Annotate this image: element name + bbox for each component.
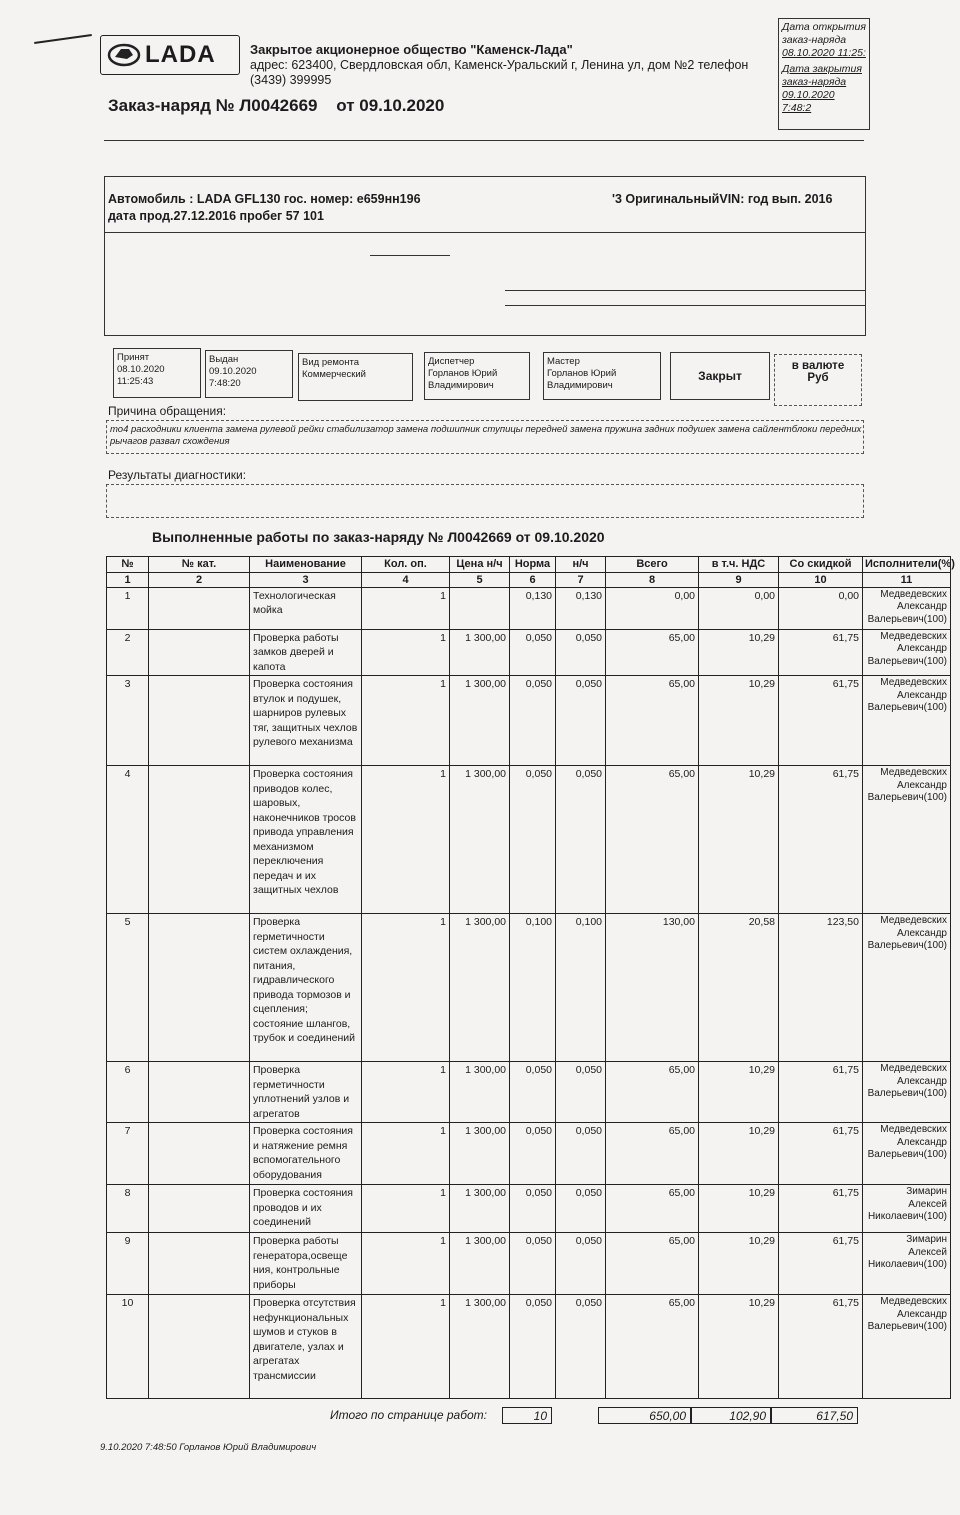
cell-qty: 1 — [362, 629, 450, 676]
cell-name: Проверка состояния втулок и подушек, шарниров рулевых тяг, защитных чехлов рулевого механизма — [250, 676, 362, 766]
received-box — [113, 348, 201, 398]
cell-disc: 61,75 — [779, 1233, 863, 1295]
cell-price: 1 300,00 — [450, 629, 510, 676]
totals-label: Итого по странице работ: — [330, 1408, 487, 1422]
cell-disc: 61,75 — [779, 629, 863, 676]
col-header-8: Всего — [606, 557, 699, 573]
divider-line — [370, 255, 450, 256]
cell-name: Проверка состояния и натяжение ремня вспомогательного оборудования — [250, 1123, 362, 1185]
cell-price: 1 300,00 — [450, 1062, 510, 1123]
reason-text: то4 расходники клиента замена рулевой рейки стабилизатор замена подшипник ступицы передней замена пружина задних подушек замена сайлентблоки передних рычагов развал схождения — [110, 424, 862, 447]
cell-name: Проверка работы генератора,освеще ния, контрольные приборы — [250, 1233, 362, 1295]
col-number-6: 6 — [510, 572, 556, 587]
cell-exec: Медведевских Александр Валерьевич(100) — [863, 1123, 951, 1185]
car-model: Автомобиль : LADA GFL130 гос. номер: е659нн196 — [108, 192, 421, 206]
pen-mark — [34, 34, 92, 44]
cell-name: Проверка состояния проводов и их соединений — [250, 1185, 362, 1233]
cell-qty: 1 — [362, 676, 450, 766]
cell-name: Проверка герметичности уплотнений узлов и агрегатов — [250, 1062, 362, 1123]
master-label: Мастер — [547, 356, 580, 367]
cell-disc: 0,00 — [779, 587, 863, 629]
cell-exec: Медведевских Александр Валерьевич(100) — [863, 1295, 951, 1399]
issued-box — [205, 350, 293, 398]
close-date-label: Дата закрытия заказ-наряда — [782, 63, 862, 88]
cell-name: Проверка работы замков дверей и капота — [250, 629, 362, 676]
col-number-5: 5 — [450, 572, 510, 587]
dispatcher-box — [424, 352, 530, 400]
received-value: 08.10.2020 11:25:43 — [117, 364, 165, 387]
cell-cat — [149, 1233, 250, 1295]
received-label: Принят — [117, 352, 150, 363]
table-header-row — [107, 557, 951, 573]
col-header-7: н/ч — [556, 557, 606, 573]
cell-disc: 123,50 — [779, 914, 863, 1062]
cell-vat: 20,58 — [699, 914, 779, 1062]
lada-boat-icon — [107, 43, 141, 67]
dates-box — [778, 18, 870, 130]
cell-n: 1 — [107, 587, 149, 629]
cell-total: 0,00 — [606, 587, 699, 629]
cell-name: Проверка отсутствия нефункциональных шумов и стуков в двигателе, узлах и агрегатах трансмиссии — [250, 1295, 362, 1399]
lada-logo — [100, 35, 240, 75]
cell-price: 1 300,00 — [450, 1295, 510, 1399]
repair-type-box — [298, 353, 413, 401]
col-number-7: 7 — [556, 572, 606, 587]
cell-cat — [149, 676, 250, 766]
cell-vat: 10,29 — [699, 1123, 779, 1185]
repair-type-value: Коммерческий — [302, 369, 366, 380]
cell-exec: Медведевских Александр Валерьевич(100) — [863, 587, 951, 629]
cell-price: 1 300,00 — [450, 1233, 510, 1295]
cell-price: 1 300,00 — [450, 676, 510, 766]
cell-name: Технологическая мойка — [250, 587, 362, 629]
col-number-10: 10 — [779, 572, 863, 587]
cell-total: 65,00 — [606, 1185, 699, 1233]
car-sale-mileage: дата прод.27.12.2016 пробег 57 101 — [108, 209, 324, 223]
cell-exec: Зимарин Алексей Николаевич(100) — [863, 1185, 951, 1233]
company-name: Закрытое акционерное общество "Каменск-Лада" — [250, 42, 573, 57]
divider-line — [104, 140, 864, 141]
cell-nh: 0,050 — [556, 1123, 606, 1185]
currency-label: в валюте — [791, 360, 845, 372]
cell-qty: 1 — [362, 1295, 450, 1399]
cell-qty: 1 — [362, 1062, 450, 1123]
currency-box — [774, 354, 862, 406]
cell-exec: Медведевских Александр Валерьевич(100) — [863, 676, 951, 766]
cell-n: 8 — [107, 1185, 149, 1233]
cell-price: 1 300,00 — [450, 766, 510, 914]
cell-price: 1 300,00 — [450, 1123, 510, 1185]
cell-cat — [149, 587, 250, 629]
diagnostics-box — [106, 484, 864, 518]
cell-qty: 1 — [362, 766, 450, 914]
table-row — [107, 676, 951, 766]
col-header-10: Со скидкой — [779, 557, 863, 573]
cell-norm: 0,050 — [510, 1062, 556, 1123]
col-number-3: 3 — [250, 572, 362, 587]
cell-total: 65,00 — [606, 766, 699, 914]
table-row — [107, 1123, 951, 1185]
footer-signature: 9.10.2020 7:48:50 Горланов Юрий Владимирович — [100, 1442, 317, 1453]
col-header-9: в т.ч. НДС — [699, 557, 779, 573]
cell-total: 65,00 — [606, 676, 699, 766]
cell-disc: 61,75 — [779, 676, 863, 766]
cell-nh: 0,100 — [556, 914, 606, 1062]
cell-price: 1 300,00 — [450, 1185, 510, 1233]
col-number-8: 8 — [606, 572, 699, 587]
master-box — [543, 352, 661, 400]
totals-vat: 102,90 — [691, 1407, 771, 1424]
cell-cat — [149, 629, 250, 676]
reason-label: Причина обращения: — [108, 404, 227, 418]
cell-exec: Зимарин Алексей Николаевич(100) — [863, 1233, 951, 1295]
diagnostics-label: Результаты диагностики: — [108, 468, 247, 482]
cell-vat: 10,29 — [699, 1233, 779, 1295]
cell-norm: 0,050 — [510, 676, 556, 766]
cell-exec: Медведевских Александр Валерьевич(100) — [863, 766, 951, 914]
col-header-1: № — [107, 557, 149, 573]
cell-n: 4 — [107, 766, 149, 914]
works-table — [106, 556, 955, 1399]
cell-n: 10 — [107, 1295, 149, 1399]
cell-qty: 1 — [362, 1185, 450, 1233]
col-header-11: Исполнители(%) — [863, 557, 951, 573]
cell-nh: 0,050 — [556, 629, 606, 676]
cell-qty: 1 — [362, 587, 450, 629]
table-row — [107, 766, 951, 914]
close-date-value: 09.10.2020 7:48:2 — [782, 89, 835, 114]
cell-cat — [149, 1062, 250, 1123]
divider-line — [104, 232, 866, 233]
cell-norm: 0,100 — [510, 914, 556, 1062]
cell-total: 65,00 — [606, 1295, 699, 1399]
col-header-6: Норма — [510, 557, 556, 573]
cell-total: 130,00 — [606, 914, 699, 1062]
cell-qty: 1 — [362, 1123, 450, 1185]
cell-vat: 10,29 — [699, 766, 779, 914]
cell-vat: 10,29 — [699, 1062, 779, 1123]
col-header-4: Кол. оп. — [362, 557, 450, 573]
issued-label: Выдан — [209, 354, 239, 365]
cell-price: 1 300,00 — [450, 914, 510, 1062]
cell-cat — [149, 766, 250, 914]
table-row — [107, 629, 951, 676]
cell-n: 6 — [107, 1062, 149, 1123]
car-vin-year: '3 ОригинальныйVIN: год вып. 2016 — [612, 192, 833, 206]
dispatcher-value: Горланов Юрий Владимирович — [428, 368, 498, 391]
divider-line — [505, 305, 865, 306]
cell-n: 5 — [107, 914, 149, 1062]
issued-value: 09.10.2020 7:48:20 — [209, 366, 257, 389]
cell-nh: 0,050 — [556, 1062, 606, 1123]
cell-price — [450, 587, 510, 629]
totals-total: 650,00 — [598, 1407, 691, 1424]
totals-nh: 10 — [502, 1407, 552, 1424]
cell-norm: 0,050 — [510, 766, 556, 914]
cell-vat: 10,29 — [699, 629, 779, 676]
cell-nh: 0,050 — [556, 766, 606, 914]
cell-norm: 0,050 — [510, 629, 556, 676]
cell-total: 65,00 — [606, 1233, 699, 1295]
cell-cat — [149, 1185, 250, 1233]
table-row — [107, 914, 951, 1062]
table-row — [107, 1185, 951, 1233]
cell-cat — [149, 1123, 250, 1185]
cell-norm: 0,130 — [510, 587, 556, 629]
open-date-value: 08.10.2020 11:25: — [782, 47, 866, 59]
repair-type-label: Вид ремонта — [302, 357, 359, 368]
cell-total: 65,00 — [606, 1062, 699, 1123]
cell-nh: 0,050 — [556, 1185, 606, 1233]
master-value: Горланов Юрий Владимирович — [547, 368, 617, 391]
cell-norm: 0,050 — [510, 1123, 556, 1185]
cell-disc: 61,75 — [779, 1185, 863, 1233]
col-number-2: 2 — [149, 572, 250, 587]
cell-exec: Медведевских Александр Валерьевич(100) — [863, 1062, 951, 1123]
company-address: адрес: 623400, Свердловская обл, Каменск-Уральский г, Ленина ул, дом №2 телефон (3439) 399995 — [250, 58, 749, 87]
cell-cat — [149, 1295, 250, 1399]
open-date-label: Дата открытия заказ-наряда — [782, 21, 866, 46]
cell-nh: 0,050 — [556, 1295, 606, 1399]
cell-exec: Медведевских Александр Валерьевич(100) — [863, 629, 951, 676]
col-number-1: 1 — [107, 572, 149, 587]
cell-name: Проверка состояния приводов колес, шаровых, наконечников тросов привода управления механизмом переключения передач и их защитных чехлов — [250, 766, 362, 914]
cell-nh: 0,050 — [556, 676, 606, 766]
cell-vat: 0,00 — [699, 587, 779, 629]
currency-value: Руб — [807, 372, 829, 384]
cell-cat — [149, 914, 250, 1062]
cell-vat: 10,29 — [699, 1185, 779, 1233]
cell-name: Проверка герметичности систем охлаждения, питания, гидравлического привода тормозов и сцепления; состояние шлангов, трубок и соединений — [250, 914, 362, 1062]
cell-qty: 1 — [362, 914, 450, 1062]
cell-disc: 61,75 — [779, 766, 863, 914]
table-row — [107, 1062, 951, 1123]
cell-disc: 61,75 — [779, 1295, 863, 1399]
cell-norm: 0,050 — [510, 1233, 556, 1295]
table-row — [107, 1295, 951, 1399]
logo-text: LADA — [145, 41, 216, 68]
cell-n: 7 — [107, 1123, 149, 1185]
col-header-3: Наименование — [250, 557, 362, 573]
cell-n: 9 — [107, 1233, 149, 1295]
cell-disc: 61,75 — [779, 1123, 863, 1185]
order-number: Заказ-наряд № Л0042669 — [108, 96, 318, 115]
cell-nh: 0,130 — [556, 587, 606, 629]
order-title — [108, 96, 444, 116]
cell-nh: 0,050 — [556, 1233, 606, 1295]
col-header-5: Цена н/ч — [450, 557, 510, 573]
works-title: Выполненные работы по заказ-наряду № Л0042669 от 09.10.2020 — [152, 529, 605, 545]
cell-vat: 10,29 — [699, 1295, 779, 1399]
cell-total: 65,00 — [606, 1123, 699, 1185]
col-header-2: № кат. — [149, 557, 250, 573]
totals-discount: 617,50 — [771, 1407, 858, 1424]
cell-disc: 61,75 — [779, 1062, 863, 1123]
col-number-9: 9 — [699, 572, 779, 587]
cell-n: 3 — [107, 676, 149, 766]
divider-line — [505, 290, 865, 291]
closed-status-button[interactable]: Закрыт — [670, 352, 770, 400]
col-number-11: 11 — [863, 572, 951, 587]
col-number-4: 4 — [362, 572, 450, 587]
cell-total: 65,00 — [606, 629, 699, 676]
table-row — [107, 1233, 951, 1295]
cell-n: 2 — [107, 629, 149, 676]
cell-exec: Медведевских Александр Валерьевич(100) — [863, 914, 951, 1062]
cell-norm: 0,050 — [510, 1185, 556, 1233]
cell-vat: 10,29 — [699, 676, 779, 766]
order-date: от 09.10.2020 — [336, 96, 445, 115]
table-col-numbers-row — [107, 572, 951, 587]
dispatcher-label: Диспетчер — [428, 356, 475, 367]
table-row — [107, 587, 951, 629]
cell-qty: 1 — [362, 1233, 450, 1295]
cell-norm: 0,050 — [510, 1295, 556, 1399]
